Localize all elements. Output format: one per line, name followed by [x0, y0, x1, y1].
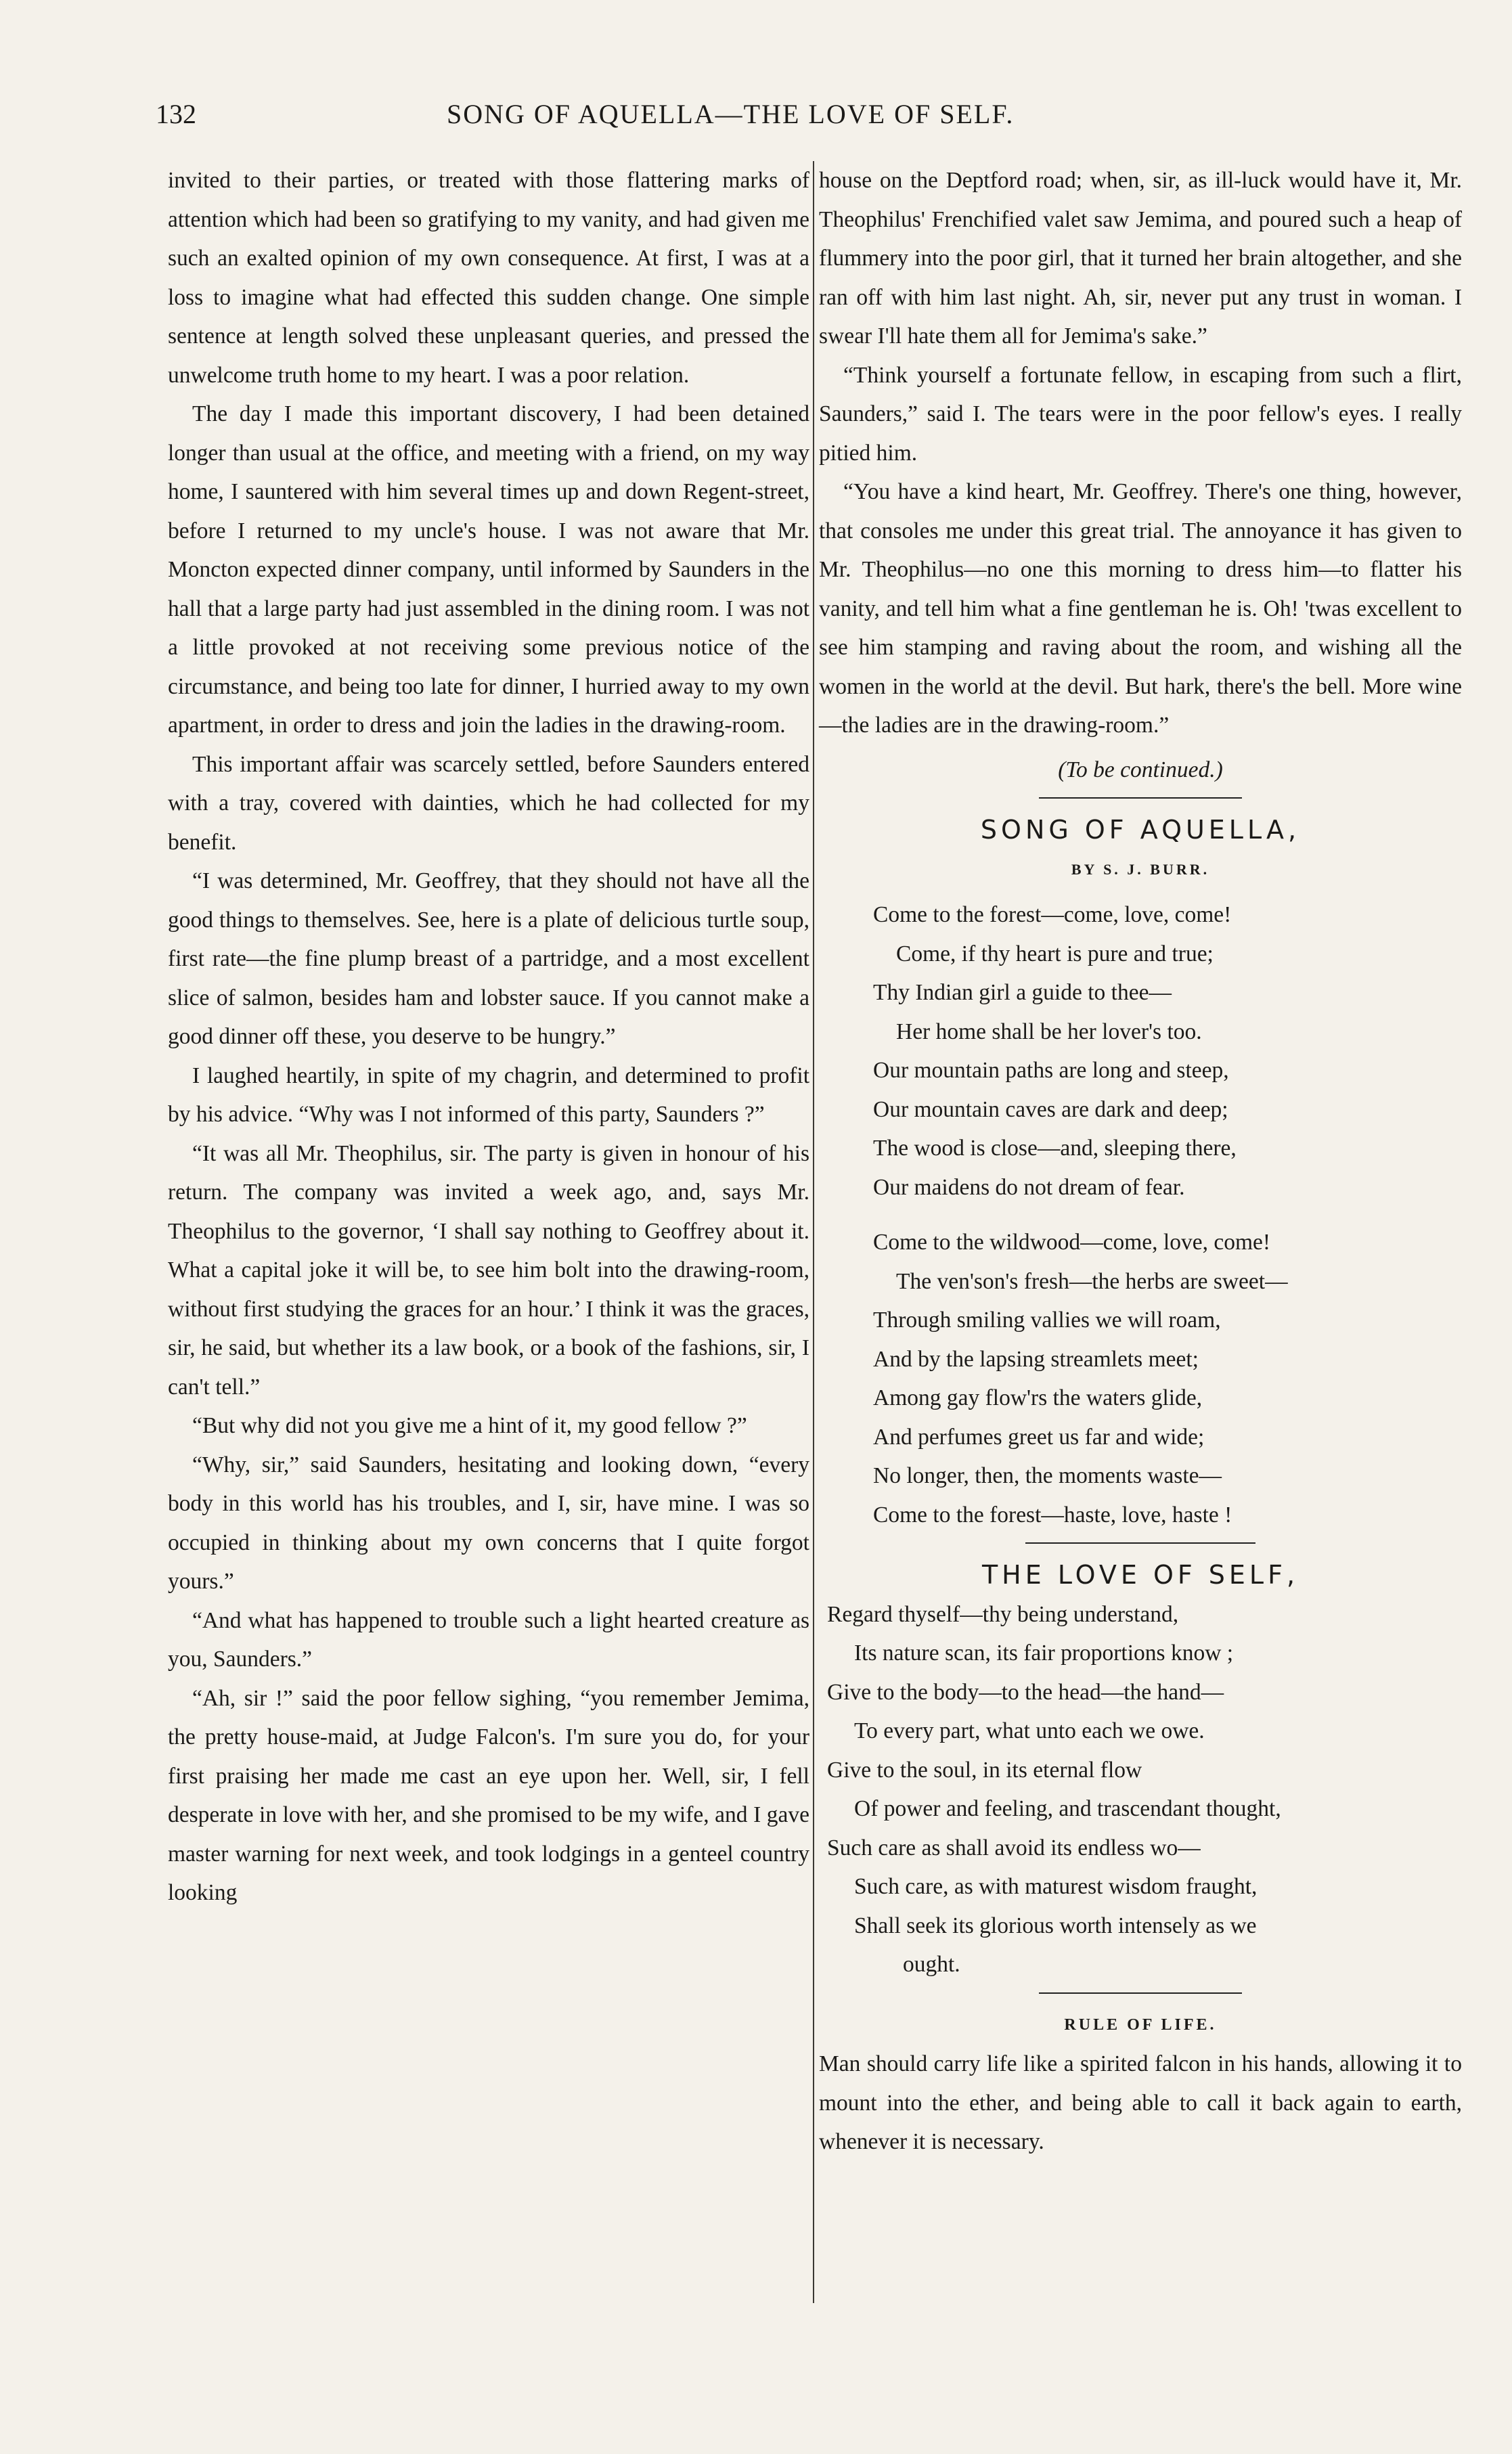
paragraph: “Ah, sir !” said the poor fellow sighing, “you remember Jemima, the pretty house-maid, at Judge Falcon's. I'm sure you do, for your first praising her made me cast an eye upon her. Well, sir, I fell desperate in love with her, and she promised to be my wife, and I gave master warning for next week, and took lodgings in a genteel country looking: [168, 1685, 809, 1905]
running-header: [156, 98, 1374, 139]
paragraph: “I was determined, Mr. Geoffrey, that they should not have all the good things to themselves. See, here is a plate of delicious turtle soup, first rate—the fine plump breast of a partridge, and a most excellent slice of salmon, besides ham and lobster sauce. If you cannot make a good dinner off these, you deserve to be hungry.”: [168, 868, 809, 1049]
continued-note: (To be continued.): [1058, 757, 1223, 782]
poem-line: Such care, as with maturest wisdom fraught,: [854, 1874, 1258, 1899]
poem-line: Of power and feeling, and trascendant thought,: [854, 1796, 1281, 1821]
paragraph: “It was all Mr. Theophilus, sir. The party is given in honour of his return. The company was invited a week ago, and, says Mr. Theophilus to the governor, ‘I shall say nothing to Geoffrey about it. What a capital joke it will be, to see him bolt into the drawing-room, without first studying the graces for an hour.’ I think it was the graces, sir, he said, but whether its a law book, or a book of the fashions, sir, I can't tell.”: [168, 1140, 809, 1400]
section-rule: [1039, 797, 1242, 799]
poem-line: Its nature scan, its fair proportions know ;: [854, 1641, 1234, 1666]
poem-line: No longer, then, the moments waste—: [873, 1463, 1222, 1488]
stanza-break: [873, 1207, 1462, 1223]
poem-line: To every part, what unto each we owe.: [854, 1718, 1205, 1743]
poem-line: Come to the forest—come, love, come!: [873, 902, 1232, 927]
poem-line: Come, if thy heart is pure and true;: [896, 941, 1214, 966]
right-column: [819, 161, 1462, 2162]
paragraph: invited to their parties, or treated with those flattering marks of attention which had been so gratifying to my vanity, and had given me such an exalted opinion of my own consequence. At first, I was at a loss to imagine what had effected this sudden change. One simple sentence at length solved these unpleasant queries, and pressed the unwelcome truth home to my heart. I was a poor relation.: [168, 168, 809, 388]
paragraph: I laughed heartily, in spite of my chagrin, and determined to profit by his advice. “Why was I not informed of this party, Saunders ?”: [168, 1063, 809, 1127]
poem-line: The ven'son's fresh—the herbs are sweet—: [896, 1268, 1288, 1294]
page-number: 132: [156, 99, 196, 129]
paragraph: The day I made this important discovery, I had been detained longer than usual at the office, and meeting with a friend, on my way home, I sauntered with him several times up and down Regent-street, before I returned to my uncle's house. I was not aware that Mr. Moncton expected dinner company, until informed by Saunders in the hall that a large party had just assembled in the dining room. I was not a little provoked at not receiving some previous notice of the circumstance, and being too late for dinner, I hurried away to my own apartment, in order to dress and join the ladies in the drawing-room.: [168, 401, 809, 738]
section-rule: [1039, 1992, 1242, 1994]
poem-line: Our maidens do not dream of fear.: [873, 1174, 1185, 1200]
poem-line: Thy Indian girl a guide to thee—: [873, 980, 1172, 1005]
poem-line: And perfumes greet us far and wide;: [873, 1424, 1205, 1450]
left-column: [168, 161, 809, 1913]
song-title: SONG OF AQUELLA,: [980, 815, 1301, 845]
poem-line: Such care as shall avoid its endless wo—: [827, 1835, 1201, 1860]
column-divider: [813, 161, 814, 2303]
section-rule: [1025, 1542, 1255, 1544]
poem-line: Through smiling vallies we will roam,: [873, 1308, 1221, 1333]
poem-line: Come to the forest—haste, love, haste !: [873, 1502, 1232, 1527]
paragraph: “Why, sir,” said Saunders, hesitating and looking down, “every body in this world has his troubles, and I, sir, have mine. I was so occupied in thinking about my own concerns that I quite forgot yours.”: [168, 1452, 809, 1594]
love-of-self-title: THE LOVE OF SELF,: [981, 1560, 1299, 1590]
poem-line: Our mountain caves are dark and deep;: [873, 1096, 1228, 1122]
song-byline: BY S. J. BURR.: [1071, 860, 1210, 878]
poem-line: Give to the soul, in its eternal flow: [827, 1757, 1142, 1783]
poem-line: And by the lapsing streamlets meet;: [873, 1346, 1199, 1372]
poem-line: Her home shall be her lover's too.: [896, 1019, 1202, 1044]
poem-line: Regard thyself—thy being understand,: [827, 1601, 1179, 1627]
song-poem: [873, 895, 1462, 1534]
paragraph: “You have a kind heart, Mr. Geoffrey. There's one thing, however, that consoles me under this great trial. The annoyance it has given to Mr. Theophilus—no one this morning to dress him—to flatter his vanity, and tell him what a fine gentleman he is. Oh! 'twas excellent to see him stamping and raving about the room, and wishing all the women in the world at the devil. But hark, there's the bell. More wine—the ladies are in the drawing-room.”: [819, 479, 1462, 738]
paragraph: house on the Deptford road; when, sir, as ill-luck would have it, Mr. Theophilus' Frenchified valet saw Jemima, and poured such a heap of flummery into the poor girl, that it turned her brain altogether, and she ran off with him last night. Ah, sir, never put any trust in woman. I swear I'll hate them all for Jemima's sake.”: [819, 168, 1462, 349]
poem-line: Come to the wildwood—come, love, come!: [873, 1230, 1271, 1255]
paragraph: Man should carry life like a spirited falcon in his hands, allowing it to mount into the ether, and being able to call it back again to earth, whenever it is necessary.: [819, 2051, 1462, 2154]
poem-line: Among gay flow'rs the waters glide,: [873, 1385, 1203, 1410]
poem-line: Our mountain paths are long and steep,: [873, 1058, 1229, 1083]
poem-line: Shall seek its glorious worth intensely as we: [854, 1913, 1257, 1938]
poem-line: The wood is close—and, sleeping there,: [873, 1136, 1237, 1161]
paragraph: “But why did not you give me a hint of it, my good fellow ?”: [192, 1413, 747, 1438]
paragraph: “Think yourself a fortunate fellow, in escaping from such a flirt, Saunders,” said I. The tears were in the poor fellow's eyes. I really pitied him.: [819, 362, 1462, 466]
poem-line: ought.: [903, 1952, 960, 1977]
running-title: SONG OF AQUELLA—THE LOVE OF SELF.: [447, 99, 1015, 129]
paragraph: “And what has happened to trouble such a light hearted creature as you, Saunders.”: [168, 1607, 809, 1672]
rule-of-life-title: RULE OF LIFE.: [1064, 2015, 1217, 2034]
paragraph: This important affair was scarcely settled, before Saunders entered with a tray, covered with dainties, which he had collected for my benefit.: [168, 751, 809, 855]
poem-line: Give to the body—to the head—the hand—: [827, 1679, 1224, 1705]
love-of-self-poem: [827, 1595, 1462, 1984]
